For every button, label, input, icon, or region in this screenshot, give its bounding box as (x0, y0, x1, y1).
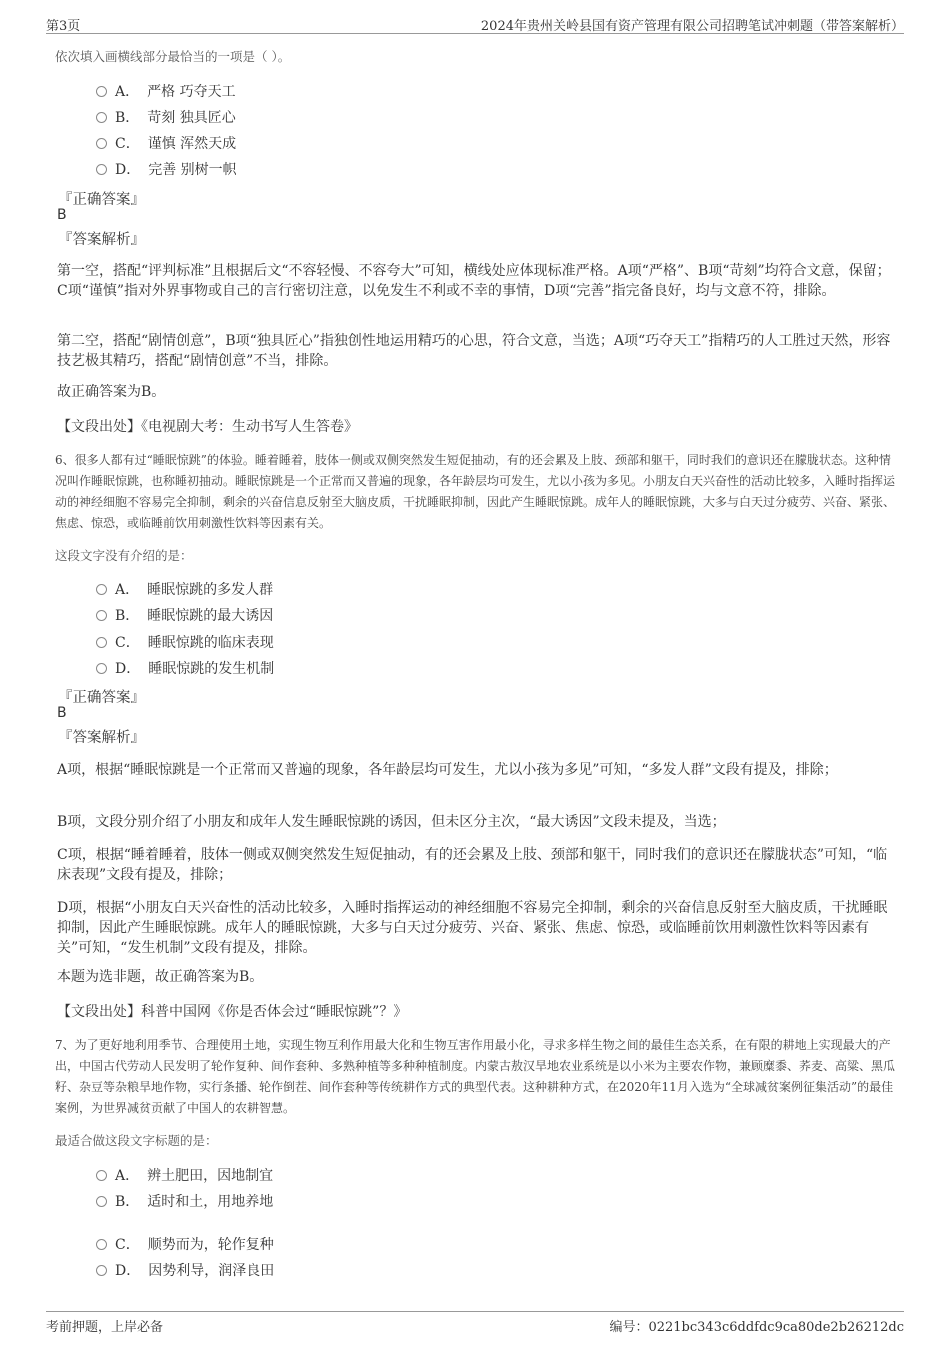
q6-option-c[interactable]: C． 睡眠惊跳的临床表现 (96, 632, 274, 654)
q6-analysis-a: A项，根据“睡眠惊跳是一个正常而又普遍的现象，各年龄层均可发生，尤以小孩为多见”可知，“多发人群”文段有提及，排除； (57, 762, 838, 778)
q5-answer-label: 『正确答案』 (58, 192, 145, 208)
q7-prompt: 最适合做这段文字标题的是： (55, 1133, 218, 1148)
document-code: 编号：0221bc343c6ddfdc9ca80de2b26212dc (609, 1320, 904, 1335)
radio-icon[interactable] (96, 584, 107, 595)
radio-icon[interactable] (96, 164, 107, 175)
page-number: 第3页 (46, 19, 81, 34)
q6-analysis-d: D项，根据“小朋友白天兴奋性的活动比较多，入睡时指挥运动的神经细胞不容易完全抑制，剩余的兴奋信息反射至大脑皮质，干扰睡眠抑制，因此产生睡眠惊跳。成年人的睡眠惊跳，大多与白天过分疲劳、兴奋、紧张、焦虑、惊恐，或临睡前饮用刺激性饮料等因素有关”可知，“发生机制”文段有提及，排除。 (57, 900, 888, 956)
q6-answer-label: 『正确答案』 (58, 690, 145, 706)
q6-option-b[interactable]: B． 睡眠惊跳的最大诱因 (96, 605, 273, 627)
q7-passage: 7、为了更好地利用季节、合理使用土地，实现生物互利作用最大化和生物互害作用最小化，寻求多样生物之间的最佳生态关系，在有限的耕地上实现最大的产出，中国古代劳动人民发明了轮作复种、间作套种、多熟种植等多种种植制度。内蒙古敖汉旱地农业系统是以小米为主要农作物，兼顾糜黍、荞麦、高粱、黑瓜籽、杂豆等杂粮旱地作物，实行条播、轮作倒茬、间作套种等传统耕作方式的典型代表。这种耕种方式，在2020年11月入选为“全球减贫案例征集活动”的最佳案例，为世界减贫贡献了中国人的农耕智慧。 (55, 1038, 896, 1115)
q7-option-a[interactable]: A． 辨土肥田，因地制宜 (96, 1165, 273, 1187)
q5-option-d[interactable]: D． 完善 别树一帜 (96, 159, 237, 181)
q6-option-a[interactable]: A． 睡眠惊跳的多发人群 (96, 579, 273, 601)
q6-prompt: 这段文字没有介绍的是： (55, 548, 193, 563)
q6-source: 【文段出处】科普中国网《你是否体会过“睡眠惊跳”？》 (57, 1004, 408, 1020)
q5-analysis-3: 故正确答案为B。 (57, 384, 166, 400)
q7-option-d[interactable]: D． 因势利导，润泽良田 (96, 1260, 274, 1282)
q6-analysis-conclusion: 本题为选非题，故正确答案为B。 (57, 969, 264, 985)
radio-icon[interactable] (96, 1265, 107, 1276)
q5-analysis-label: 『答案解析』 (58, 232, 145, 248)
q5-analysis-2: 第二空，搭配“剧情创意”，B项“独具匠心”指独创性地运用精巧的心思，符合文意，当选；A项“巧夺天工”指精巧的人工胜过天然，形容技艺极其精巧，搭配“剧情创意”不当，排除。 (57, 333, 891, 369)
footer-slogan: 考前押题，上岸必备 (46, 1320, 164, 1335)
q6-option-d[interactable]: D． 睡眠惊跳的发生机制 (96, 658, 274, 680)
radio-icon[interactable] (96, 610, 107, 621)
q5-option-b[interactable]: B． 苛刻 独具匠心 (96, 107, 236, 129)
q5-source: 【文段出处】《电视剧大考：生动书写人生答卷》 (57, 419, 358, 435)
q6-analysis-c: C项，根据“睡着睡着，肢体一侧或双侧突然发生短促抽动，有的还会累及上肢、颈部和躯干，同时我们的意识还在朦胧状态”可知，“临床表现”文段有提及，排除； (57, 847, 888, 883)
q5-option-a[interactable]: A． 严格 巧夺天工 (96, 81, 236, 103)
radio-icon[interactable] (96, 1196, 107, 1207)
q6-analysis-label: 『答案解析』 (58, 730, 145, 746)
radio-icon[interactable] (96, 112, 107, 123)
radio-icon[interactable] (96, 138, 107, 149)
q6-answer: B (57, 705, 67, 721)
radio-icon[interactable] (96, 1239, 107, 1250)
q5-prompt: 依次填入画横线部分最恰当的一项是（ ）。 (55, 49, 291, 64)
q7-option-c[interactable]: C． 顺势而为，轮作复种 (96, 1234, 274, 1256)
q7-option-b[interactable]: B． 适时和土，用地养地 (96, 1191, 273, 1213)
q5-analysis-1: 第一空，搭配“评判标准”且根据后文“不容轻慢、不容夸大”可知，横线处应体现标准严格。A项“严格”、B项“苛刻”均符合文意，保留；C项“谨慎”指对外界事物或自己的言行密切注意，以免发生不利或不幸的事情，D项“完善”指完备良好，均与文意不符，排除。 (57, 263, 891, 299)
q5-answer: B (57, 207, 67, 223)
q6-analysis-b: B项，文段分别介绍了小朋友和成年人发生睡眠惊跳的诱因，但未区分主次，“最大诱因”文段未提及，当选； (57, 814, 726, 830)
q6-passage: 6、很多人都有过“睡眠惊跳”的体验。睡着睡着，肢体一侧或双侧突然发生短促抽动，有的还会累及上肢、颈部和躯干，同时我们的意识还在朦胧状态。这种情况叫作睡眠惊跳，也称睡初抽动。睡眠惊跳是一个正常而又普遍的现象，各年龄层均可发生，尤以小孩为多见。小朋友白天兴奋性的活动比较多，入睡时指挥运动的神经细胞不容易完全抑制，剩余的兴奋信息反射至大脑皮质，干扰睡眠抑制，因此产生睡眠惊跳。成年人的睡眠惊跳，大多与白天过分疲劳、兴奋、紧张、焦虑、惊恐，或临睡前饮用刺激性饮料等因素有关。 (55, 453, 896, 530)
radio-icon[interactable] (96, 86, 107, 97)
page-header (46, 12, 904, 34)
page-footer (46, 1311, 904, 1335)
q5-option-c[interactable]: C． 谨慎 浑然天成 (96, 133, 236, 155)
document-title: 2024年贵州关岭县国有资产管理有限公司招聘笔试冲刺题（带答案解析） (480, 19, 904, 34)
radio-icon[interactable] (96, 1170, 107, 1181)
radio-icon[interactable] (96, 637, 107, 648)
radio-icon[interactable] (96, 663, 107, 674)
